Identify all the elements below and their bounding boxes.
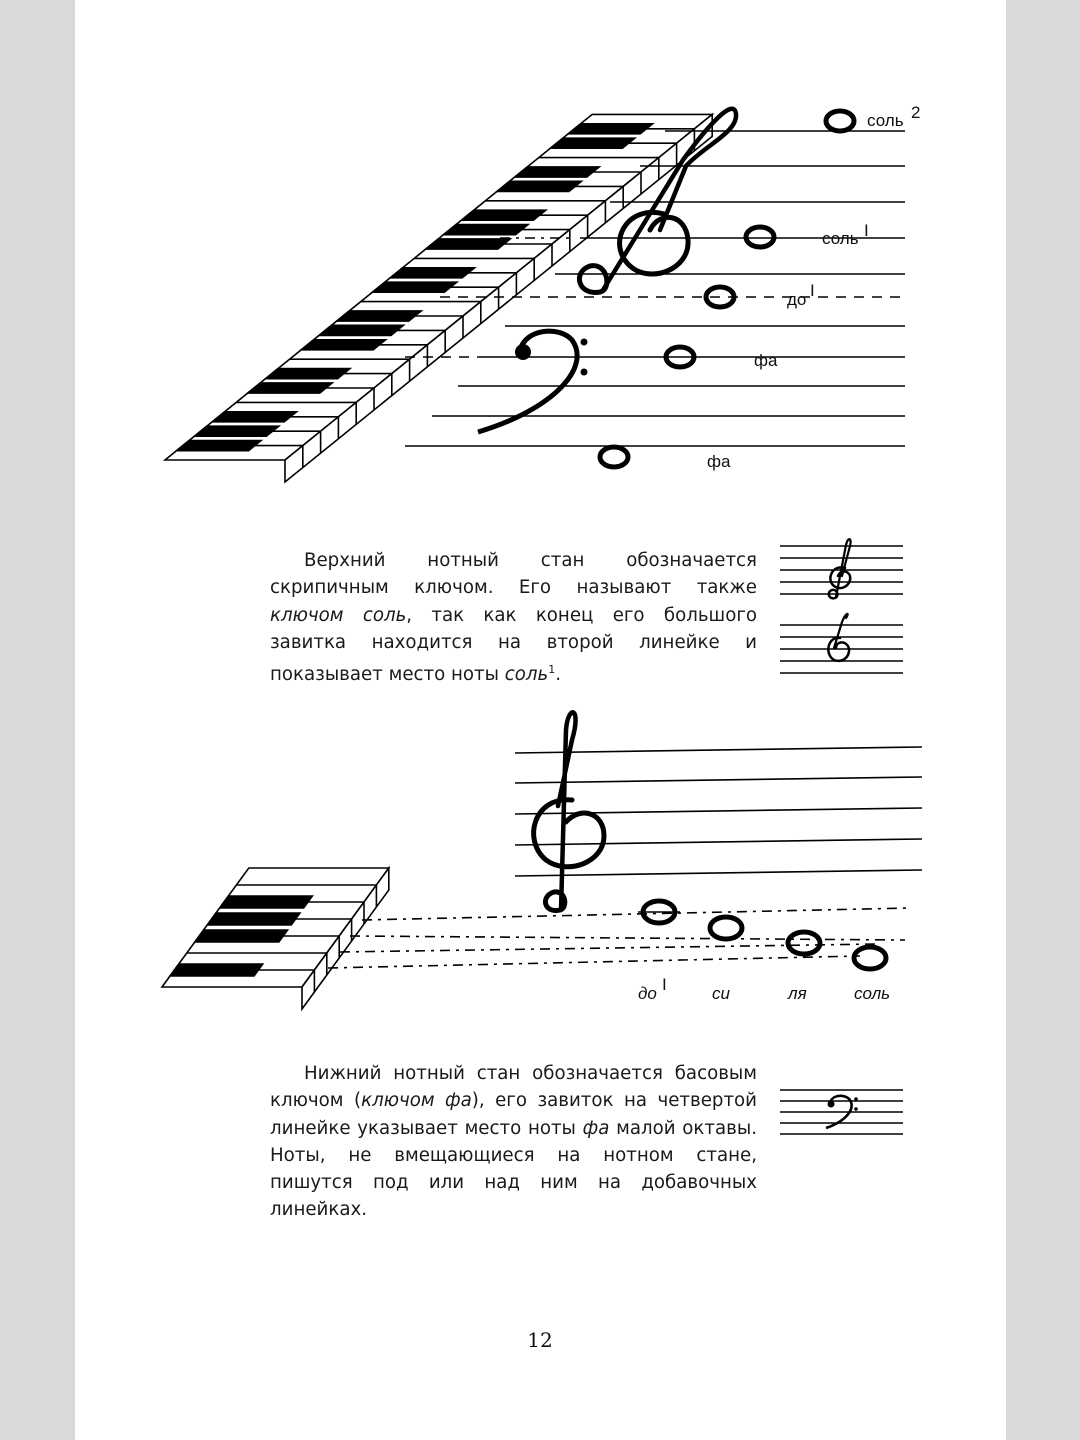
paragraph-bass-clef: Нижний нотный стан обозначается басовым ключом (ключом фа), его завиток на четвертой линейке указывает место ноты фа малой октавы. Ноты, не вмещающиеся на нотном стане, пишутся под или над ним на добавочных линейках.	[270, 1063, 758, 1221]
label-c1-2: до	[638, 984, 657, 1003]
keyboard-short	[162, 868, 389, 1009]
label-g2: соль	[867, 111, 904, 130]
label-a: ля	[788, 984, 807, 1003]
label-g2-sup: 2	[911, 103, 921, 122]
dashed-guide-lines-2	[328, 908, 910, 968]
label-g1: соль	[822, 229, 859, 248]
note-b	[710, 917, 742, 939]
treble-staff-2	[515, 747, 922, 876]
label-c1: до	[787, 290, 807, 309]
label-f-small: фа	[754, 351, 778, 370]
black-key	[220, 896, 313, 908]
paragraph-treble-clef: Верхний нотный стан обозначается скрипичным ключом. Его называют также ключом соль, так как конец его большого завитка находится на второй линейке и показывает место ноты соль$^1$.	[270, 550, 758, 686]
page-number: 12	[527, 1328, 553, 1352]
treble-clef-icon-2	[534, 712, 604, 910]
black-key	[195, 930, 288, 942]
label-b: си	[712, 984, 730, 1003]
note-a	[788, 932, 820, 954]
black-key	[207, 913, 300, 925]
label-f-great: фа	[707, 452, 731, 471]
black-key	[170, 964, 263, 976]
label-c1-2-sup: I	[662, 975, 667, 994]
label-c1-sup: I	[810, 281, 815, 300]
note-g	[854, 947, 886, 969]
label-g: соль	[854, 984, 891, 1003]
label-g1-sup: I	[864, 221, 869, 240]
